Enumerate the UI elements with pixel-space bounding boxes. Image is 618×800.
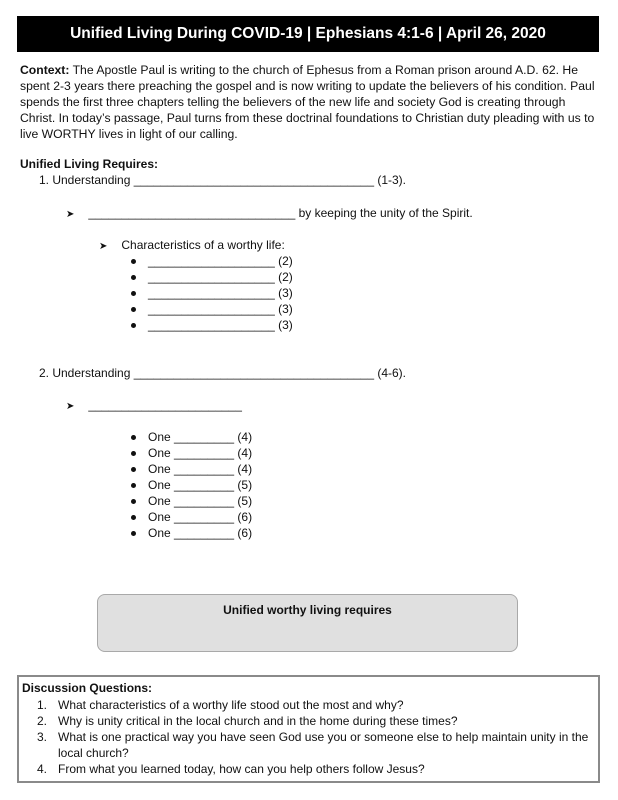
list-item-text: ___________________ (3) [148,286,293,300]
discussion-heading: Discussion Questions: [22,681,153,695]
summary-text: Unified worthy living requires [223,603,392,617]
context-label: Context: [20,63,70,77]
question-number: 3. [37,730,48,744]
bullet-icon [131,275,136,280]
point-1: 1. Understanding ____________________________________ (1-3). [39,173,406,187]
list-item [131,494,252,508]
list-item [131,270,293,284]
page-title: Unified Living During COVID-19 | Ephesians 4:1-6 | April 26, 2020 [17,16,599,52]
question-text: What is one practical way you have seen God use you or someone else to help maintain unity in the local church? [58,730,589,760]
list-item [131,446,252,460]
list-item [131,510,252,524]
list-item-text: ___________________ (3) [148,302,293,316]
bullet-icon [131,259,136,264]
question-number: 4. [37,762,48,776]
list-item [131,526,252,540]
sub-point-1-text: _______________________________ by keeping the unity of the Spirit. [88,206,473,220]
bullet-icon [131,499,136,504]
arrow-bullet-icon: ➤ [66,401,75,412]
discussion-question [37,729,597,761]
list-item [131,462,252,476]
sub-point-1 [66,206,473,220]
list-item [131,302,293,316]
bullet-icon [131,307,136,312]
list-item-text: ___________________ (2) [148,254,293,268]
question-number: 2. [37,714,48,728]
list-item [131,478,252,492]
list-item-text: One _________ (4) [148,430,253,444]
list-item-text: One _________ (5) [148,478,253,492]
bullet-icon [131,531,136,536]
arrow-bullet-icon: ➤ [99,241,108,252]
discussion-question [37,697,597,713]
list-item-text: One _________ (4) [148,462,253,476]
sub-point-2-text: _______________________ [88,398,242,412]
list-item-text: One _________ (5) [148,494,253,508]
arrow-bullet-icon: ➤ [66,209,75,220]
question-text: What characteristics of a worthy life stood out the most and why? [58,698,404,712]
question-number: 1. [37,698,48,712]
discussion-question [37,761,597,777]
sub-point-2 [66,398,242,412]
list-item-text: One _________ (4) [148,446,253,460]
context-text: The Apostle Paul is writing to the church of Ephesus from a Roman prison around A.D. 62. He spent 2-3 years there preaching the gospel and is now writing to update the believers of his condition. Paul spends the first three chapters telling the believers of the new life and society God is creating through Christ. In today’s passage, Paul turns from these doctrinal foundations to Christian duty pleading with us to live WORTHY lives in light of our calling. [20,63,595,141]
characteristics-heading [99,238,285,252]
bullet-icon [131,483,136,488]
list-item-text: ___________________ (2) [148,270,293,284]
list-item [131,286,293,300]
list-item [131,254,293,268]
question-text: From what you learned today, how can you help others follow Jesus? [58,762,425,776]
list-item [131,318,293,332]
section-heading: Unified Living Requires: [20,157,159,171]
bullet-icon [131,291,136,296]
list-item [131,430,252,444]
list-item-text: ___________________ (3) [148,318,293,332]
bullet-icon [131,323,136,328]
discussion-question [37,713,597,729]
point-2: 2. Understanding ____________________________________ (4-6). [39,366,406,380]
list-item-text: One _________ (6) [148,526,253,540]
bullet-icon [131,435,136,440]
list-item-text: One _________ (6) [148,510,253,524]
context-paragraph [20,62,598,142]
question-text: Why is unity critical in the local church and in the home during these times? [58,714,458,728]
characteristics-heading-text: Characteristics of a worthy life: [121,238,285,252]
bullet-icon [131,515,136,520]
bullet-icon [131,467,136,472]
bullet-icon [131,451,136,456]
